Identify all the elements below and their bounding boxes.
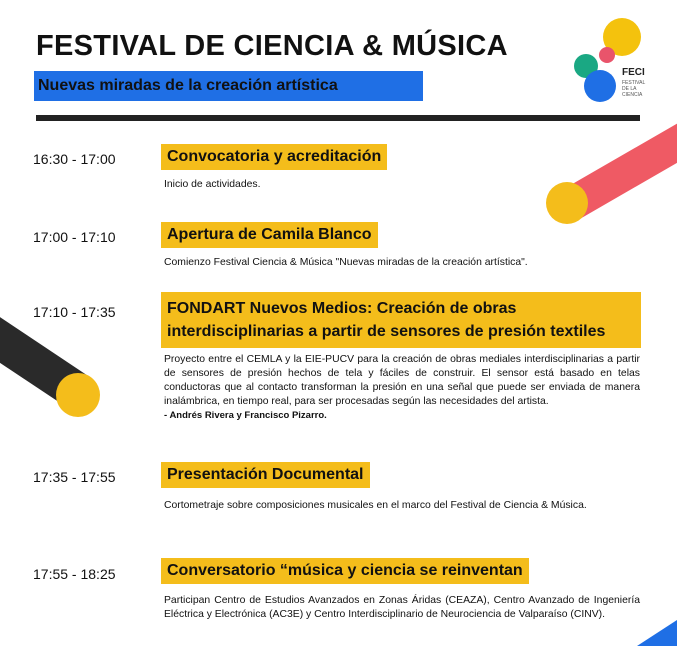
schedule-title: FONDART Nuevos Medios: Creación de obras interdisciplinarias a partir de sensores de presión textiles [161, 292, 641, 348]
schedule-description-block [164, 353, 640, 423]
logo-tagline: FESTIVAL DE LA CIENCIA [622, 80, 646, 98]
decorative-blue-corner [637, 620, 677, 646]
schedule-time: 17:10 - 17:35 [33, 304, 116, 320]
schedule-title: Conversatorio “música y ciencia se reinventan [161, 558, 529, 584]
schedule-time: 17:35 - 17:55 [33, 469, 116, 485]
page-subtitle: Nuevas miradas de la creación artística [34, 71, 423, 101]
schedule-description: Proyecto entre el CEMLA y la EIE-PUCV para la creación de obras mediales interdisciplinarias a partir de sensores de presión hechos de tela y fáciles de construir. El sensor está basado en telas conductoras que al contacto transforman la presión en una señal que puede ser enviada de manera inalámbrica, en tiempo real, para ser procesadas según las necesidades del artista. [164, 354, 640, 407]
logo-name: FECI [622, 67, 645, 78]
schedule-description: Inicio de actividades. [164, 179, 261, 190]
feci-logo [570, 15, 670, 110]
schedule-description: Comienzo Festival Ciencia & Música "Nuevas miradas de la creación artística". [164, 257, 528, 268]
schedule-time: 16:30 - 17:00 [33, 151, 116, 167]
schedule-time: 17:00 - 17:10 [33, 229, 116, 245]
decorative-red-stroke [540, 110, 677, 235]
schedule-title: Apertura de Camila Blanco [161, 222, 378, 248]
page-title: FESTIVAL DE CIENCIA & MÚSICA [36, 30, 508, 62]
schedule-description: Participan Centro de Estudios Avanzados en Zonas Áridas (CEAZA), Centro Avanzado de Ingeniería Eléctrica y Electrónica (AC3E) y Centro Interdisciplinario de Neurociencia de Valparaíso (CINV). [164, 595, 640, 620]
schedule-time: 17:55 - 18:25 [33, 566, 116, 582]
schedule-title: Presentación Documental [161, 462, 370, 488]
schedule-title: Convocatoria y acreditación [161, 144, 387, 170]
schedule-description: Cortometraje sobre composiciones musicales en el marco del Festival de Ciencia & Música. [164, 500, 587, 511]
header-divider [36, 115, 640, 121]
schedule-author: - Andrés Rivera y Francisco Pizarro. [164, 410, 327, 421]
